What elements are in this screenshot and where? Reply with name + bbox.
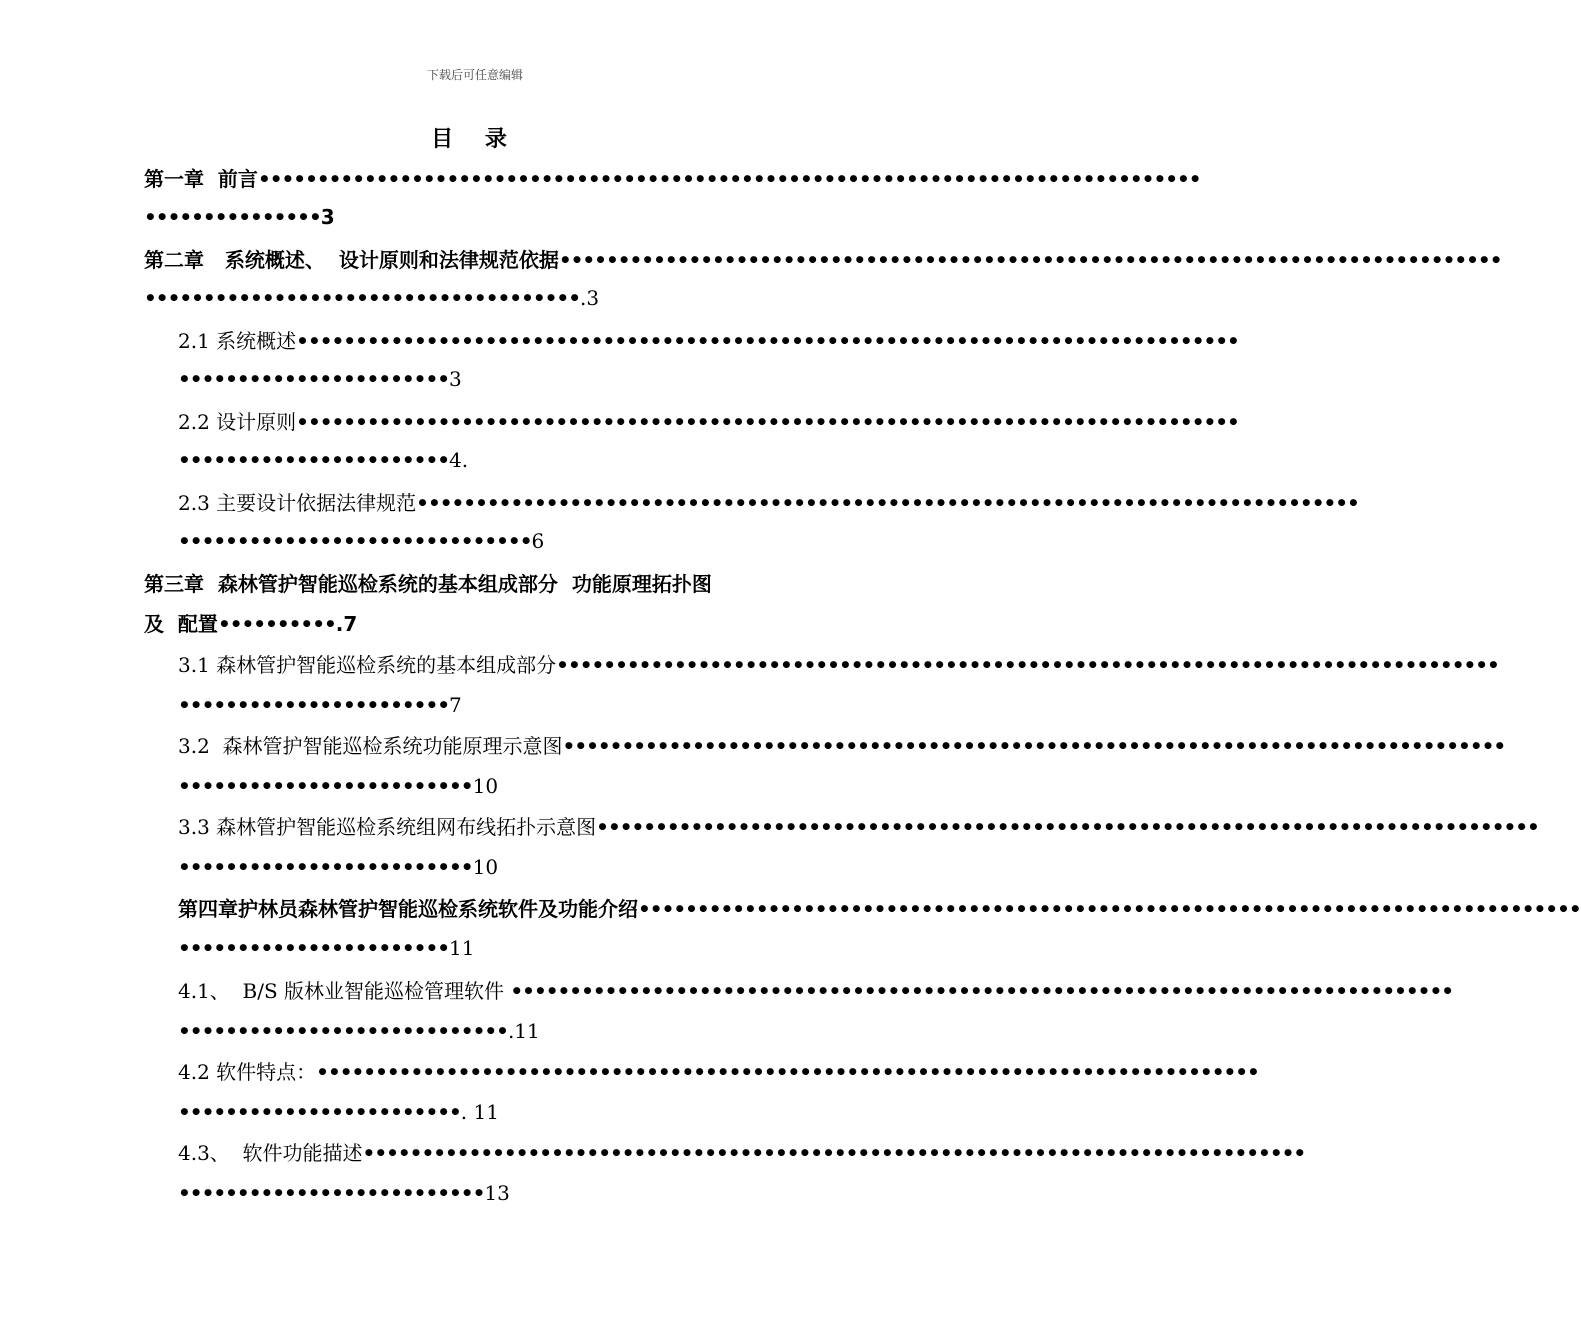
toc-entry[interactable] bbox=[144, 244, 1502, 276]
toc-entry-continuation[interactable] bbox=[144, 608, 806, 640]
toc-page-number: 11 bbox=[449, 936, 475, 960]
toc-leader-dots: ••••••••••••••••••••••••••••••••••••• bbox=[144, 286, 580, 310]
toc-leader-dots: •••••••••••••••••••••••••••••••••••••••••••••••••••••••••••••••••••••••••••••••• bbox=[362, 1141, 1306, 1165]
toc-entry-label: 4.1、 B/S 版林业智能巡检管理软件 bbox=[178, 979, 511, 1003]
toc-leader-dots: ••••••••••••••••••••••• bbox=[178, 693, 450, 717]
toc-leader-dots: ••••••••••••••••••••••• bbox=[178, 448, 450, 472]
toc-entry[interactable] bbox=[178, 893, 1581, 925]
toc-entry-label: 4.3、 软件功能描述 bbox=[178, 1141, 363, 1165]
toc-leader-dots: •••••••••••••••••••••••••••••••••••••••••••••••••••••••••••••••••••••••••••••••• bbox=[556, 653, 1499, 677]
toc-entry-continuation[interactable] bbox=[178, 1096, 806, 1128]
toc-page-number: 6 bbox=[531, 529, 545, 553]
toc-entry[interactable] bbox=[178, 406, 1239, 438]
toc-leader-dots: ••••••••••••••••••••••• bbox=[178, 367, 450, 391]
toc-page-number: 3 bbox=[320, 205, 335, 229]
toc-page-number: .11 bbox=[507, 1019, 540, 1043]
toc-entry-label: 3.2 森林管护智能巡检系统功能原理示意图 bbox=[178, 734, 563, 758]
toc-leader-dots: •••••••••••••••••••••••••••••••••••••••••••••••••••••••••••••••••••••••••••••••• bbox=[316, 1060, 1259, 1084]
toc-page-number: 13 bbox=[484, 1181, 510, 1205]
toc-entry-continuation[interactable] bbox=[178, 851, 806, 883]
toc-entry[interactable] bbox=[178, 1137, 1306, 1169]
toc-entry[interactable] bbox=[144, 568, 806, 600]
toc-entry-label: 2.2 设计原则 bbox=[178, 410, 297, 434]
toc-entry-continuation[interactable] bbox=[178, 525, 806, 557]
toc-entry[interactable] bbox=[178, 487, 1359, 519]
toc-leader-dots: •••••••••••••••••••••••••••••••••••••••••••••••••••••••••••••••••••••••••••••••• bbox=[596, 815, 1539, 839]
toc-title: 目 录 bbox=[431, 126, 519, 152]
toc-leader-dots: •••••••••••••••••••••••••••••••••••••••••••••••••••••••••••••••••••••••••••••••• bbox=[558, 248, 1502, 272]
toc-entry[interactable] bbox=[178, 811, 1539, 843]
toc-entry[interactable] bbox=[178, 649, 1499, 681]
toc-entry-label: 第三章 森林管护智能巡检系统的基本组成部分 功能原理拓扑图 bbox=[144, 572, 712, 596]
toc-entry-label: 第二章 系统概述、 设计原则和法律规范依据 bbox=[144, 248, 559, 272]
toc-entry-label: 2.3 主要设计依据法律规范 bbox=[178, 491, 417, 515]
toc-entry-label: 3.1 森林管护智能巡检系统的基本组成部分 bbox=[178, 653, 557, 677]
toc-page-number: .7 bbox=[335, 612, 358, 636]
toc-leader-dots: ••••••••••••••••••••••••• bbox=[178, 774, 473, 798]
toc-page-number: .3 bbox=[579, 286, 600, 310]
toc-entry[interactable] bbox=[144, 163, 1201, 195]
toc-leader-dots: •••••••••••••••••••••••••• bbox=[178, 1181, 485, 1205]
toc-leader-dots: •••••••••• bbox=[217, 612, 336, 636]
toc-leader-dots: •••••••••••••••••••••••••••••••••••••••••••••••••••••••••••••••••••••••••••••••• bbox=[257, 167, 1201, 191]
toc-entry-continuation[interactable] bbox=[178, 689, 806, 721]
toc-entry-continuation[interactable] bbox=[178, 444, 806, 476]
toc-entry-continuation[interactable] bbox=[178, 1177, 806, 1209]
toc-entry[interactable] bbox=[178, 975, 1454, 1007]
toc-leader-dots: •••••••••••••••••••••••••••••••••••••••••••••••••••••••••••••••••••••••••••••••• bbox=[510, 979, 1454, 1003]
toc-page-number: 7 bbox=[449, 693, 462, 717]
toc-leader-dots: •••••••••••••••••••••••••••••••••••••••••••••••••••••••••••••••••••••••••••••••• bbox=[562, 734, 1506, 758]
toc-leader-dots: •••••••••••••••••••••••••••••• bbox=[178, 529, 532, 553]
toc-entry-label: 4.2 软件特点： bbox=[178, 1060, 317, 1084]
toc-leader-dots: •••••••••••••••••••••••••••••••••••••••••••••••••••••••••••••••••••••••••••••••• bbox=[416, 491, 1359, 515]
toc-entry-label: 及 配置 bbox=[144, 612, 218, 636]
toc-entry-continuation[interactable] bbox=[144, 201, 806, 233]
toc-leader-dots: ••••••••••••••••••••••• bbox=[178, 936, 450, 960]
toc-entry-label: 第一章 前言 bbox=[144, 167, 258, 191]
toc-leader-dots: •••••••••••••••••••••••••••• bbox=[178, 1019, 508, 1043]
toc-entry-continuation[interactable] bbox=[178, 1015, 806, 1047]
toc-entry[interactable] bbox=[178, 1056, 1259, 1088]
toc-leader-dots: •••••••••••••••••••••••••••••••••••••••••••••••••••••••••••••••••••••••••••••••• bbox=[638, 897, 1581, 921]
toc-entry[interactable] bbox=[178, 730, 1506, 762]
toc-leader-dots: ••••••••••••••••••••••••• bbox=[178, 855, 473, 879]
toc-entry-continuation[interactable] bbox=[178, 770, 806, 802]
toc-leader-dots: •••••••••••••••••••••••••••••••••••••••••••••••••••••••••••••••••••••••••••••••• bbox=[296, 410, 1239, 434]
toc-entry-label: 第四章护林员森林管护智能巡检系统软件及功能介绍 bbox=[178, 897, 638, 921]
page-header: 下载后可任意编辑 bbox=[426, 68, 523, 82]
toc-page-number: 10 bbox=[472, 855, 499, 879]
toc-entry-label: 2.1 系统概述 bbox=[178, 329, 297, 353]
toc-entry-continuation[interactable] bbox=[178, 363, 806, 395]
toc-entry-continuation[interactable] bbox=[178, 932, 806, 964]
toc-page-number: 4. bbox=[449, 448, 469, 472]
toc-page-number: . 11 bbox=[460, 1100, 499, 1124]
toc-entry-continuation[interactable] bbox=[144, 282, 806, 314]
toc-entry[interactable] bbox=[178, 325, 1239, 357]
toc-leader-dots: •••••••••••••••••••••••••••••••••••••••••••••••••••••••••••••••••••••••••••••••• bbox=[296, 329, 1239, 353]
toc-leader-dots: ••••••••••••••• bbox=[144, 205, 321, 229]
toc-page-number: 3 bbox=[449, 367, 462, 391]
toc-leader-dots: •••••••••••••••••••••••• bbox=[178, 1100, 461, 1124]
toc-page-number: 10 bbox=[472, 774, 499, 798]
toc-entry-label: 3.3 森林管护智能巡检系统组网布线拓扑示意图 bbox=[178, 815, 597, 839]
